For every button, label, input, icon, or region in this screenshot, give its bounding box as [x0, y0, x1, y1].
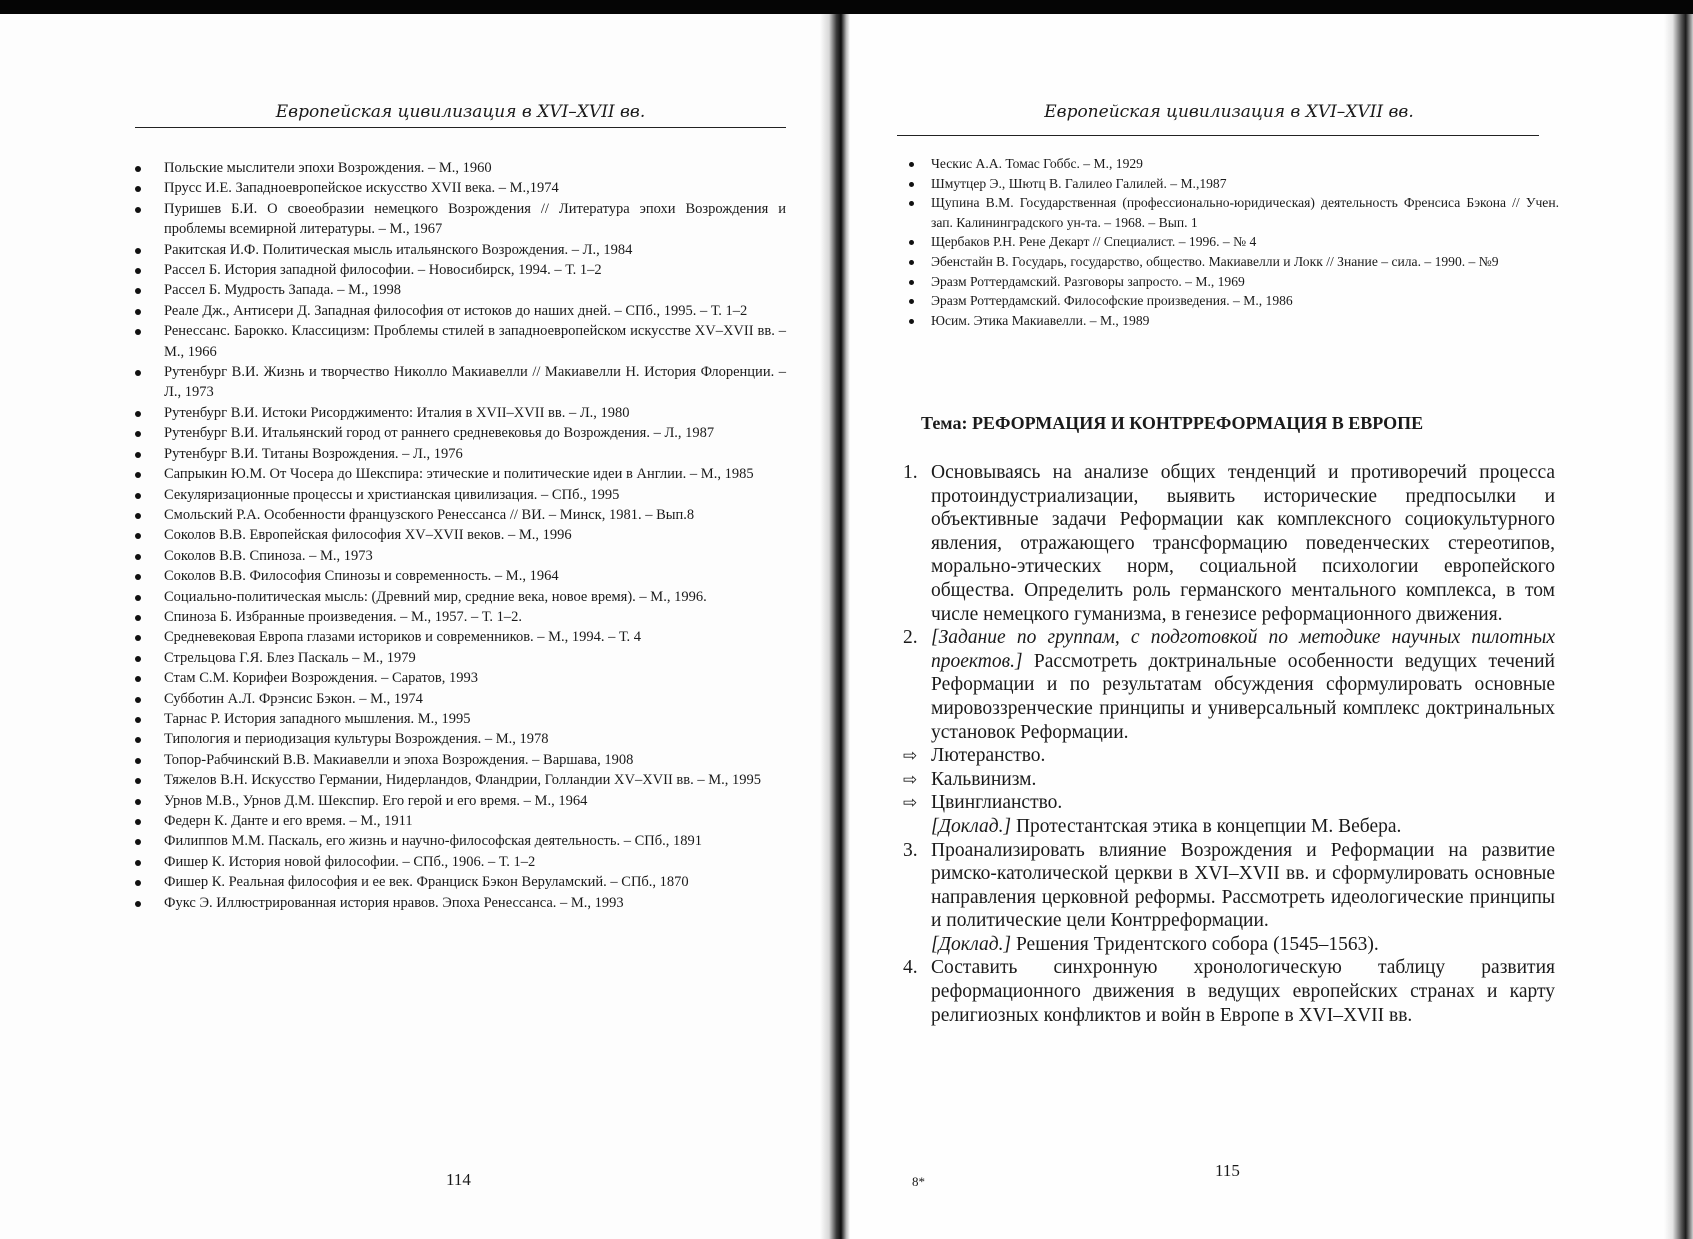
- left-bibliography: [135, 158, 786, 913]
- report-text: Протестантская этика в концепции М. Вебера.: [1011, 815, 1402, 837]
- arrow-icon: ⇨: [903, 769, 918, 789]
- bibliography-entry: [909, 311, 1559, 331]
- bibliography-text: Реале Дж., Антисери Д. Западная философия от истоков до наших дней. – СПб., 1995. – Т. 1–2: [164, 302, 748, 319]
- bibliography-text: Спиноза Б. Избранные произведения. – М., 1957. – Т. 1–2.: [164, 608, 522, 625]
- topic-heading: Тема: РЕФОРМАЦИЯ И КОНТРРЕФОРМАЦИЯ В ЕВРОПЕ: [921, 413, 1424, 433]
- bibliography-entry: [135, 444, 786, 464]
- report-lead: [Доклад.]: [931, 815, 1012, 837]
- right-page-number: 115: [1215, 1161, 1240, 1180]
- bibliography-text: Соколов В.В. Спиноза. – М., 1973: [164, 547, 373, 564]
- bullet-icon: [135, 207, 141, 213]
- arrow-icon: ⇨: [903, 793, 918, 813]
- bullet-icon: [135, 737, 141, 743]
- bibliography-entry: [135, 750, 786, 770]
- bibliography-entry: [135, 648, 786, 668]
- bullet-icon: [909, 280, 914, 285]
- task-text: Основываясь на анализе общих тенденций и противоречий процесса протоиндустриализации, выявить исторические предпосылки и объективные задачи Реформации как комплексного социокультурного явления, отражающего трансформацию поведенческих стереотипов, морально-этических норм, социальной психологии европейского общества. Определить роль германского ментального комплекса, в том числе немецкого гуманизма, в генезисе реформационного движения.: [931, 462, 1555, 625]
- bullet-icon: [135, 880, 141, 886]
- bibliography-text: Урнов М.В., Урнов Д.М. Шекспир. Его герой и его время. – М., 1964: [164, 792, 588, 809]
- left-page-number: 114: [446, 1170, 471, 1189]
- bullet-icon: [909, 260, 914, 265]
- bibliography-entry: [135, 566, 786, 586]
- bibliography-text: Филиппов М.М. Паскаль, его жизнь и научно-философская деятельность. – СПб., 1891: [164, 833, 703, 850]
- bibliography-entry: [135, 464, 786, 484]
- bullet-icon: [135, 452, 141, 458]
- bullet-icon: [135, 676, 141, 682]
- bibliography-text: Стам С.М. Корифеи Возрождения. – Саратов, 1993: [164, 670, 478, 687]
- bibliography-entry: [135, 709, 786, 729]
- bullet-icon: [135, 656, 141, 662]
- bullet-icon: [909, 319, 914, 324]
- bibliography-text: Рутенбург В.И. Титаны Возрождения. – Л., 1976: [164, 445, 463, 462]
- right-running-header: Европейская цивилизация в XVI–XVII вв.: [1044, 102, 1414, 122]
- bullet-icon: [135, 595, 141, 601]
- bibliography-entry: [909, 232, 1559, 252]
- bullet-icon: [909, 240, 914, 245]
- subitem: [903, 768, 1555, 792]
- bullet-icon: [135, 513, 141, 519]
- bibliography-text: Пуришев Б.И. О своеобразии немецкого Возрождения // Литература эпохи Возрождения и проблемы всемирной литературы. – М., 1967: [164, 200, 786, 238]
- bibliography-text: Ческис А.А. Томас Гоббс. – М., 1929: [931, 156, 1143, 171]
- bibliography-entry: [909, 252, 1559, 272]
- bibliography-entry: [909, 154, 1559, 174]
- bibliography-text: Соколов В.В. Философия Спинозы и современность. – М., 1964: [164, 568, 559, 585]
- subitem-label: Цвинглианство.: [931, 792, 1063, 814]
- bibliography-text: Соколов В.В. Европейская философия XV–XVII веков. – М., 1996: [164, 527, 572, 544]
- bibliography-entry: [909, 272, 1559, 292]
- task-number: 4.: [903, 957, 918, 979]
- bibliography-text: Ренессанс. Барокко. Классицизм: Проблемы стилей в западноевропейском искусстве XV–XVII вв. – М., 1966: [164, 323, 786, 360]
- bibliography-entry: [135, 831, 786, 851]
- bibliography-text: Тяжелов В.Н. Искусство Германии, Нидерландов, Фландрии, Голландии XV–XVII вв. – М., 1995: [164, 772, 762, 789]
- bibliography-entry: [135, 811, 786, 831]
- bullet-icon: [135, 778, 141, 784]
- bibliography-text: Юсим. Этика Макиавелли. – М., 1989: [931, 312, 1150, 328]
- bullet-icon: [135, 758, 141, 764]
- bibliography-entry: [135, 668, 786, 688]
- bullet-icon: [909, 201, 914, 206]
- bullet-icon: [135, 635, 141, 641]
- book-gutter: [820, 14, 850, 1239]
- bullet-icon: [135, 901, 141, 907]
- bibliography-text: Смольский Р.А. Особенности французского Ренессанса // ВИ. – Минск, 1981. – Вып.8: [164, 506, 695, 523]
- bibliography-text: Рутенбург В.И. Истоки Рисорджименто: Италия в XVII–XVII вв. – Л., 1980: [164, 404, 630, 421]
- bullet-icon: [135, 186, 141, 192]
- subitem: [903, 744, 1555, 768]
- bullet-icon: [135, 248, 141, 254]
- bullet-icon: [135, 574, 141, 580]
- bibliography-entry: [135, 423, 786, 443]
- bullet-icon: [135, 431, 141, 437]
- bibliography-entry: [135, 729, 786, 749]
- bibliography-entry: [135, 321, 786, 362]
- bibliography-text: Эразм Роттердамский. Философские произведения. – М., 1986: [931, 293, 1293, 309]
- subitem-label: Лютеранство.: [931, 745, 1046, 767]
- left-running-header: Европейская цивилизация в XVI–XVII вв.: [275, 102, 646, 122]
- bullet-icon: [909, 182, 914, 187]
- bullet-icon: [135, 615, 141, 621]
- bibliography-entry: [135, 893, 786, 913]
- bibliography-entry: [135, 260, 786, 280]
- bibliography-entry: [135, 872, 786, 892]
- bibliography-text: Прусс И.Е. Западноевропейское искусство XVII века. – М.,1974: [164, 180, 559, 197]
- bullet-icon: [135, 288, 141, 294]
- bullet-icon: [135, 819, 141, 825]
- bibliography-entry: [135, 280, 786, 300]
- bibliography-text: Эразм Роттердамский. Разговоры запросто. – М., 1969: [931, 273, 1245, 289]
- bibliography-entry: [135, 240, 786, 260]
- bullet-icon: [135, 717, 141, 723]
- task-number: 3.: [903, 839, 918, 861]
- bibliography-entry: [135, 403, 786, 423]
- bibliography-entry: [135, 852, 786, 872]
- bibliography-text: Топор-Рабчинский В.В. Макиавелли и эпоха Возрождения. – Варшава, 1908: [164, 751, 634, 768]
- bibliography-text: Типология и периодизация культуры Возрождения. – М., 1978: [164, 731, 549, 748]
- task-lead: [Задание по группам, с подготовкой по методике научных пилотных проектов.]: [931, 627, 1555, 672]
- task-number: 1.: [903, 462, 918, 483]
- report-text: Решения Тридентского собора (1545–1563).: [1011, 933, 1379, 955]
- bullet-icon: [135, 268, 141, 274]
- report-note: [903, 815, 1555, 839]
- bibliography-text: Рутенбург В.И. Жизнь и творчество Николло Макиавелли // Макиавелли Н. История Флоренции. – Л., 1973: [164, 364, 786, 401]
- bibliography-text: Ракитская И.Ф. Политическая мысль итальянского Возрождения. – Л., 1984: [164, 241, 633, 258]
- bibliography-text: Средневековая Европа глазами историков и современников. – М., 1994. – Т. 4: [164, 629, 641, 646]
- bibliography-entry: [135, 178, 786, 198]
- bibliography-entry: [135, 587, 786, 607]
- bullet-icon: [909, 299, 914, 304]
- bullet-icon: [135, 554, 141, 560]
- bibliography-text: Стрельцова Г.Я. Блез Паскаль – М., 1979: [164, 649, 416, 666]
- bibliography-entry: [135, 689, 786, 709]
- bibliography-text: Федерн К. Данте и его время. – М., 1911: [164, 813, 413, 829]
- bibliography-entry: [909, 174, 1559, 194]
- bibliography-text: Секуляризационные процессы и христианская цивилизация. – СПб., 1995: [164, 486, 620, 503]
- bibliography-entry: [135, 525, 786, 545]
- arrow-icon: ⇨: [903, 746, 918, 766]
- scan-top-border: [0, 0, 1693, 14]
- bibliography-text: Щупина В.М. Государственная (профессионально-юридическая) деятельность Френсиса Бэкона // Учен. зап. Калининградского ун-та. – 1968. – Вып. 1: [931, 195, 1559, 230]
- bibliography-entry: [135, 301, 786, 321]
- page-edge: [1664, 14, 1693, 1239]
- bibliography-text: Рутенбург В.И. Итальянский город от раннего средневековья до Возрождения. – Л., 1987: [164, 425, 715, 442]
- task-item: [903, 956, 1555, 1027]
- bibliography-entry: [135, 627, 786, 647]
- bibliography-text: Тарнас Р. История западного мышления. М., 1995: [164, 710, 471, 727]
- task-item: [903, 461, 1555, 626]
- subitem-label: Кальвинизм.: [931, 768, 1037, 790]
- bibliography-text: Эбенстайн В. Государь, государство, общество. Макиавелли и Локк // Знание – сила. – 1990. – №9: [931, 253, 1499, 269]
- right-header-rule: [897, 135, 1539, 136]
- bullet-icon: [135, 697, 141, 703]
- bullet-icon: [135, 493, 141, 499]
- bibliography-entry: [135, 362, 786, 403]
- bullet-icon: [135, 533, 141, 539]
- bibliography-text: Фишер К. Реальная философия и ее век. Франциск Бэкон Веруламский. – СПб., 1870: [164, 874, 689, 891]
- bullet-icon: [909, 162, 914, 167]
- bibliography-list: [909, 154, 1559, 330]
- bullet-icon: [135, 370, 141, 376]
- bibliography-text: Щербаков Р.Н. Рене Декарт // Специалист. – 1996. – № 4: [931, 234, 1257, 250]
- task-text: Проанализировать влияние Возрождения и Реформации на развитие римско-католической церкви в XVI–XVII вв. и сформулировать основные направления церковной реформы. Рассмотреть идеологические принципы и политические цели Контрреформации.: [931, 839, 1555, 932]
- bibliography-entry: [135, 485, 786, 505]
- task-number: 2.: [903, 627, 918, 649]
- bibliography-text: Польские мыслители эпохи Возрождения. – М., 1960: [164, 160, 492, 176]
- bullet-icon: [135, 411, 141, 417]
- bibliography-text: Сапрыкин Ю.М. От Чосера до Шекспира: этические и политические идеи в Англии. – М., 1985: [164, 466, 754, 483]
- task-text: Составить синхронную хронологическую таблицу развития реформационного движения в ведущих европейских странах и карту религиозных конфликтов и войн в Европе в XVI–XVII вв.: [931, 957, 1555, 1026]
- bibliography-text: Фишер К. История новой философии. – СПб., 1906. – Т. 1–2: [164, 853, 536, 870]
- bibliography-entry: [135, 505, 786, 525]
- bibliography-entry: [135, 607, 786, 627]
- left-header-rule: [135, 127, 786, 128]
- subitem: [903, 791, 1555, 815]
- task-item: [903, 626, 1555, 744]
- bullet-icon: [135, 839, 141, 845]
- bibliography-text: Шмутцер Э., Шютц В. Галилео Галилей. – М.,1987: [931, 175, 1227, 191]
- bibliography-text: Субботин А.Л. Фрэнсис Бэкон. – М., 1974: [164, 690, 423, 707]
- bibliography-text: Рассел Б. Мудрость Запада. – М., 1998: [164, 282, 401, 299]
- bibliography-text: Рассел Б. История западной философии. – Новосибирск, 1994. – Т. 1–2: [164, 262, 602, 279]
- bibliography-text: Социально-политическая мысль: (Древний мир, средние века, новое время). – М., 1996.: [164, 588, 707, 605]
- bullet-icon: [135, 309, 141, 315]
- bibliography-list: [135, 158, 786, 913]
- bullet-icon: [135, 166, 141, 172]
- task-text: Рассмотреть доктринальные особенности ведущих течений Реформации и по результатам обсуждения сформулировать основные мировоззренческие принципы и универсальный комплекс доктринальных установок Реформации.: [931, 650, 1555, 743]
- bibliography-entry: [135, 546, 786, 566]
- bibliography-entry: [135, 770, 786, 790]
- right-bibliography: [909, 154, 1559, 330]
- bibliography-text: Фукс Э. Иллюстрированная история нравов. Эпоха Ренессанса. – М., 1993: [164, 894, 624, 911]
- signature-mark: 8*: [912, 1174, 925, 1189]
- bibliography-entry: [909, 291, 1559, 311]
- report-note: [903, 933, 1555, 957]
- bibliography-entry: [135, 199, 786, 240]
- bullet-icon: [135, 329, 141, 335]
- bullet-icon: [135, 860, 141, 866]
- task-item: [903, 839, 1555, 933]
- bullet-icon: [135, 472, 141, 478]
- report-lead: [Доклад.]: [931, 933, 1012, 955]
- bibliography-entry: [135, 791, 786, 811]
- bullet-icon: [135, 799, 141, 805]
- bibliography-entry: [135, 158, 786, 178]
- bibliography-entry: [909, 193, 1559, 232]
- task-list: [903, 461, 1555, 1027]
